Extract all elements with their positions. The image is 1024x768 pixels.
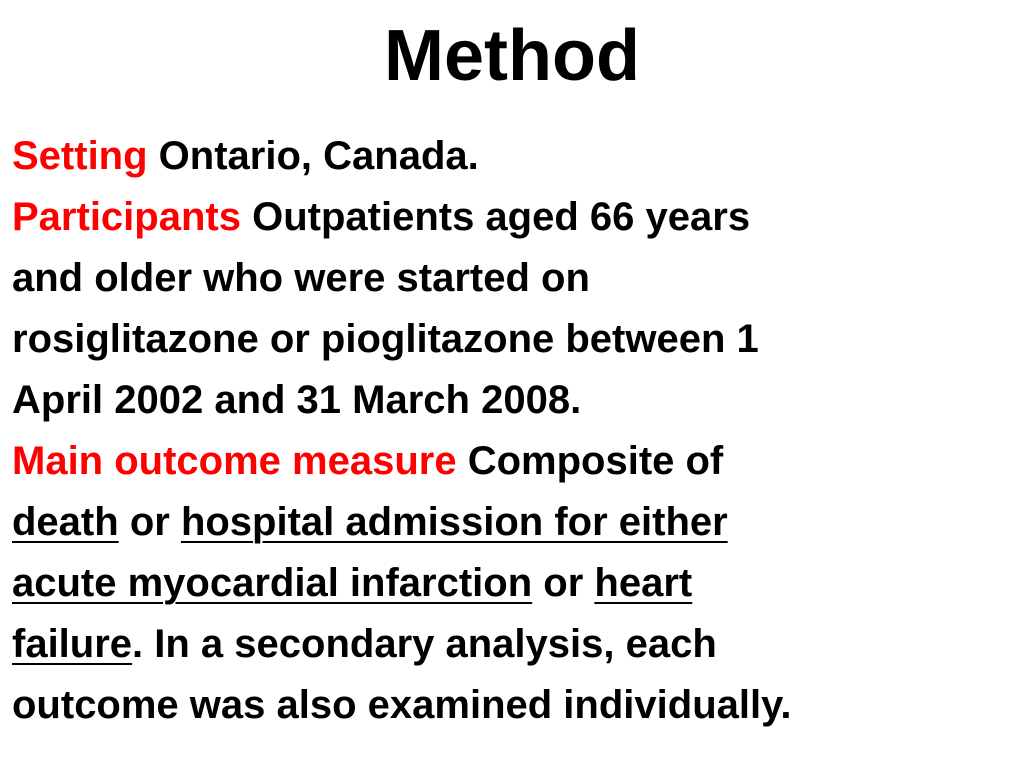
outcome-label: Main outcome measure [12,439,457,483]
outcome-line-3 [12,553,1012,614]
outcome-text-1: Composite of [467,439,724,483]
term-acute-mi: acute myocardial infarction [12,561,533,605]
participants-text-3: rosiglitazone or pioglitazone between 1 [12,317,759,361]
outcome-line-1 [12,431,1012,492]
outcome-text-4: . In a secondary analysis, each [132,622,717,666]
participants-line-2 [12,248,1012,309]
term-hospital-admission: hospital admission for either [180,500,728,544]
participants-text-1: Outpatients aged 66 years [252,195,751,239]
word-or-2: or [543,561,584,605]
participants-text-4: April 2002 and 31 March 2008. [12,378,582,422]
participants-line-4 [12,370,1012,431]
slide-title: Method [384,16,640,96]
setting-line [12,126,1012,187]
slide-body [12,126,1012,736]
outcome-line-5 [12,675,1012,736]
outcome-line-2 [12,492,1012,553]
participants-label: Participants [12,195,241,239]
term-death: death [12,500,119,544]
outcome-text-5: outcome was also examined individually. [12,683,792,727]
setting-label: Setting [12,134,148,178]
term-failure: failure [12,622,133,666]
outcome-line-4 [12,614,1012,675]
term-heart: heart [594,561,693,605]
participants-line-3 [12,309,1012,370]
participants-text-2: and older who were started on [12,256,590,300]
word-or-1: or [129,500,170,544]
setting-text: Ontario, Canada. [158,134,479,178]
participants-line-1 [12,187,1012,248]
